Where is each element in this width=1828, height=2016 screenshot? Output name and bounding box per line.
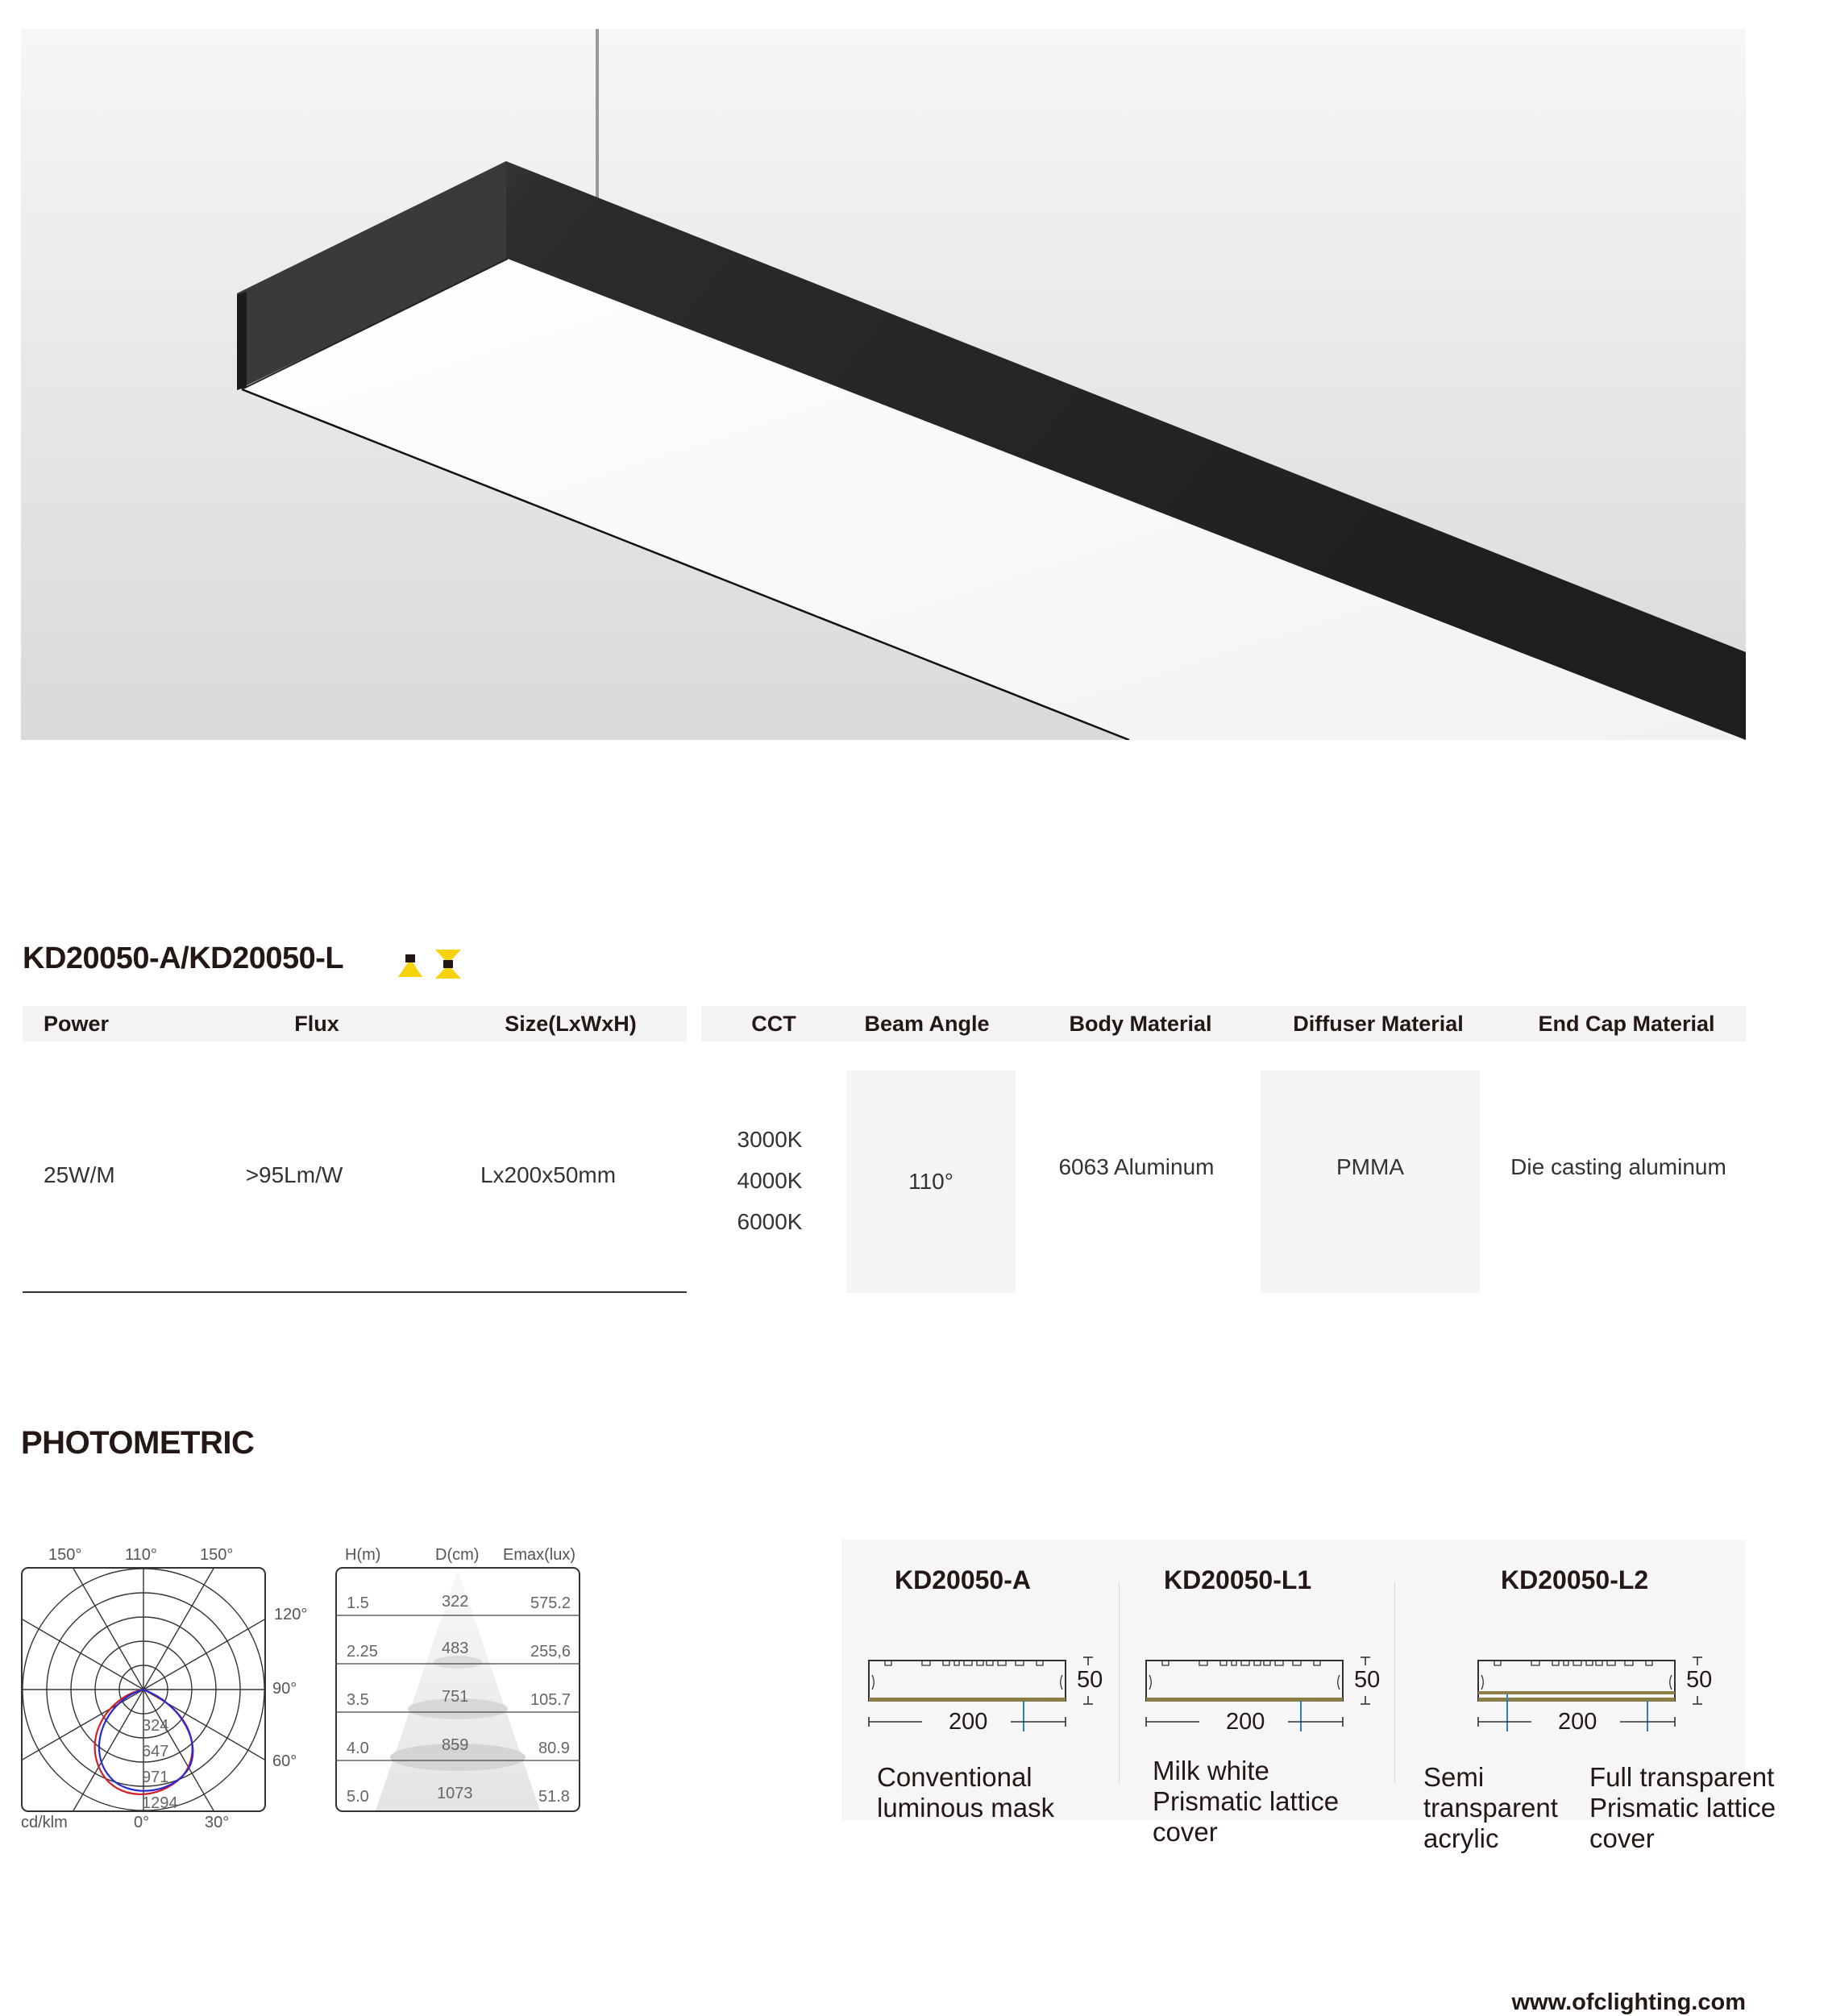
value-cct-6000: 6000K	[737, 1209, 803, 1234]
photometric-heading: PHOTOMETRIC	[21, 1425, 255, 1461]
illum-header-d: D(cm)	[435, 1546, 480, 1564]
illum-d-3: 751	[442, 1688, 469, 1706]
illum-e-2: 255,6	[530, 1643, 571, 1661]
ring-value-971: 971	[142, 1769, 169, 1786]
value-flux: >95Lm/W	[245, 1162, 343, 1187]
header-body-material: Body Material	[1069, 1012, 1212, 1036]
table-divider	[23, 1291, 687, 1293]
profile-a-label-line1: Conventional	[877, 1762, 1032, 1792]
header-flux: Flux	[294, 1012, 339, 1036]
profile-l2-right-label-line1: Full transparent	[1589, 1762, 1775, 1792]
profile-l1-label-line1: Milk white	[1153, 1756, 1269, 1785]
model-title: KD20050-A/KD20050-L	[23, 941, 344, 975]
spec-header-left	[23, 1006, 687, 1041]
diffuser-material-cell	[1261, 1070, 1480, 1293]
polar-label-120: 120°	[274, 1606, 308, 1623]
illum-header-h: H(m)	[345, 1546, 381, 1564]
ring-value-324: 324	[142, 1717, 169, 1735]
illum-h-4: 4.0	[347, 1740, 369, 1757]
value-cct-3000: 3000K	[737, 1127, 803, 1152]
suspension-cable	[596, 29, 599, 200]
profile-l1-width: 200	[1226, 1709, 1265, 1735]
up-down-light-icon	[434, 948, 463, 980]
value-size: Lx200x50mm	[480, 1162, 617, 1187]
profile-l1-label-line3: cover	[1153, 1817, 1218, 1847]
polar-label-60: 60°	[272, 1752, 297, 1770]
profile-l2-left-label-line1: Semi	[1423, 1762, 1485, 1792]
illum-h-1: 1.5	[347, 1594, 369, 1612]
value-cct-4000: 4000K	[737, 1168, 803, 1193]
ring-value-647: 647	[142, 1743, 169, 1760]
polar-unit: cd/klm	[21, 1814, 68, 1831]
value-body-material: 6063 Aluminum	[1058, 1154, 1215, 1179]
panel-divider	[1394, 1582, 1395, 1783]
profile-l2-height: 50	[1686, 1667, 1713, 1693]
polar-label-top-center: 110°	[125, 1546, 157, 1564]
polar-label-30: 30°	[205, 1814, 230, 1831]
illum-d-4: 859	[442, 1736, 469, 1754]
value-diffuser-material: PMMA	[1336, 1154, 1404, 1179]
profile-a-height: 50	[1077, 1667, 1103, 1693]
profile-l2-left-label-line2: transparent	[1423, 1793, 1558, 1823]
illum-h-5: 5.0	[347, 1788, 369, 1806]
profile-title-l2: KD20050-L2	[1501, 1565, 1649, 1594]
profile-l1-label-line2: Prismatic lattice	[1153, 1786, 1340, 1816]
illum-h-3: 3.5	[347, 1691, 369, 1709]
hero-product-image	[21, 29, 1746, 740]
illum-e-5: 51.8	[538, 1788, 570, 1806]
value-beam-angle: 110°	[908, 1169, 953, 1194]
header-size: Size(LxWxH)	[505, 1012, 637, 1036]
profile-l1-height: 50	[1354, 1667, 1381, 1693]
illum-e-1: 575.2	[530, 1594, 571, 1612]
illum-header-e: Emax(lux)	[503, 1546, 576, 1564]
spec-header-right	[701, 1006, 1746, 1041]
illum-d-2: 483	[442, 1640, 469, 1657]
profile-title-l1: KD20050-L1	[1164, 1565, 1312, 1594]
illum-h-2: 2.25	[347, 1643, 378, 1661]
header-end-cap-material: End Cap Material	[1538, 1012, 1715, 1036]
illum-e-4: 80.9	[538, 1740, 570, 1757]
profile-l2-right-label-line2: Prismatic lattice	[1589, 1793, 1776, 1823]
illum-e-3: 105.7	[530, 1691, 571, 1709]
profile-a-width: 200	[949, 1709, 988, 1735]
header-diffuser-material: Diffuser Material	[1293, 1012, 1464, 1036]
downlight-icon	[397, 951, 424, 979]
polar-label-90: 90°	[272, 1680, 297, 1698]
polar-label-0: 0°	[134, 1814, 150, 1831]
website-url[interactable]: www.ofclighting.com	[1511, 1989, 1746, 2015]
profile-l2-width: 200	[1558, 1709, 1597, 1735]
polar-label-top-left: 150°	[48, 1546, 82, 1564]
value-power: 25W/M	[44, 1162, 115, 1187]
profile-title-a: KD20050-A	[895, 1565, 1031, 1594]
profile-a-label-line2: luminous mask	[877, 1793, 1055, 1823]
illum-d-1: 322	[442, 1593, 469, 1611]
illum-d-5: 1073	[437, 1785, 473, 1802]
panel-divider	[1119, 1582, 1120, 1783]
profile-l2-right-label-line3: cover	[1589, 1823, 1655, 1853]
header-power: Power	[44, 1012, 110, 1036]
profile-l2-left-label-line3: acrylic	[1423, 1823, 1499, 1853]
header-beam-angle: Beam Angle	[864, 1012, 990, 1036]
header-cct: CCT	[751, 1012, 796, 1036]
value-end-cap-material: Die casting aluminum	[1510, 1154, 1726, 1179]
polar-label-top-right: 150°	[200, 1546, 234, 1564]
ring-value-1294: 1294	[142, 1794, 178, 1812]
